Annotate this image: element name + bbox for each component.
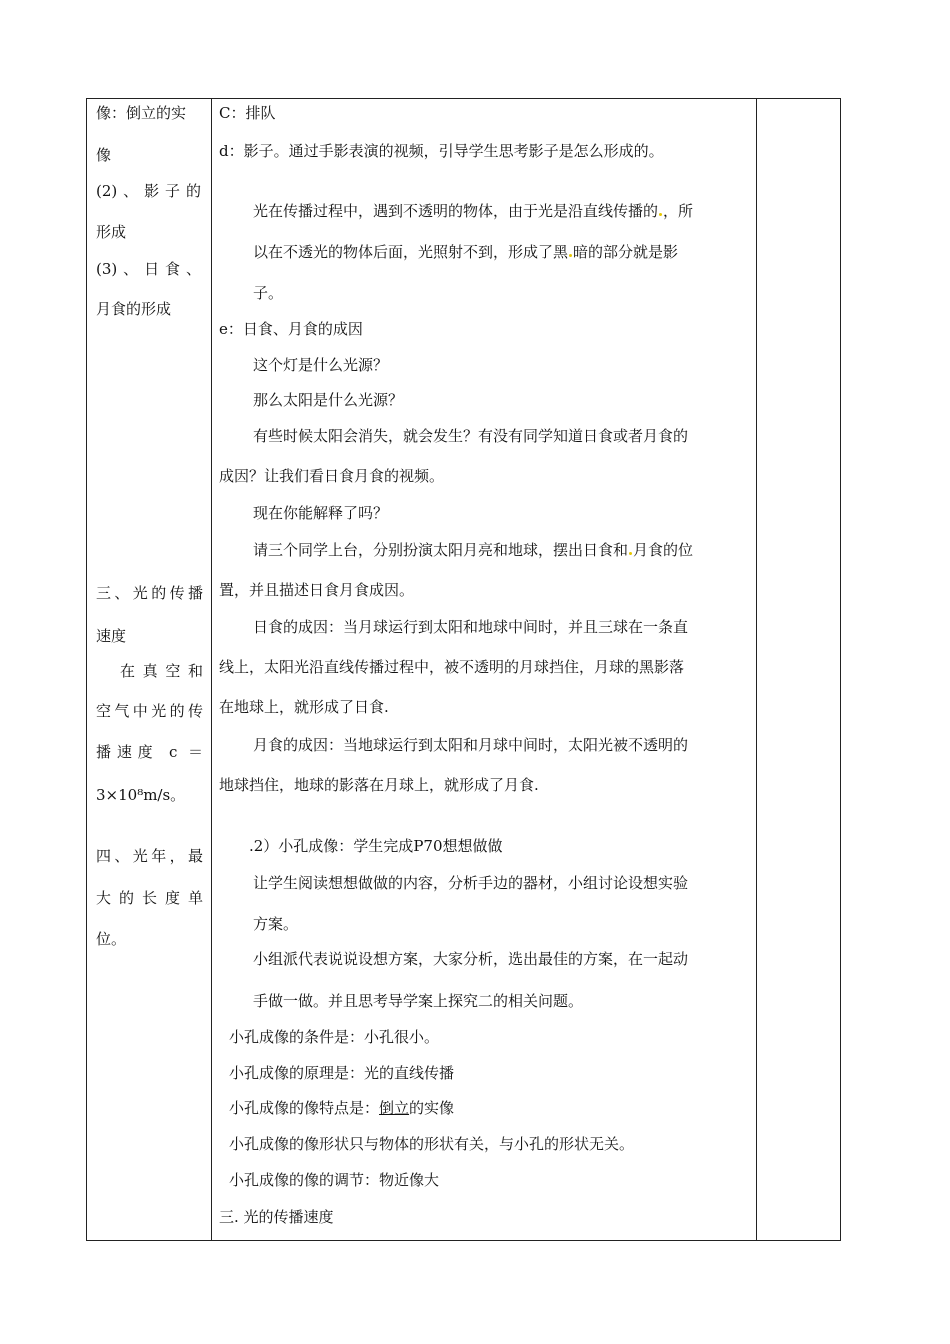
paragraph-line [253,540,693,560]
text-run: 光在传播过程中，遇到不透明的物体，由于光是沿直线传播的 [253,202,659,220]
text-run: 的实像 [409,1099,455,1117]
pinhole-shape: 小孔成像的像形状只与物体的形状有关，与小孔的形状无关。 [229,1135,635,1153]
paragraph-line: 日食的成因：当月球运行到太阳和地球中间时，并且三球在一条直 [253,618,689,636]
paragraph-line: 成因？让我们看日食月食的视频。 [219,467,445,485]
paragraph-line: 在地球上，就形成了日食. [219,698,389,716]
outline-text: 播速度 c ＝ [96,743,203,761]
highlight-dot [569,254,572,257]
question: 现在你能解释了吗？ [253,504,389,522]
outline-text: 在真空和 [120,662,203,680]
outline-text: 大的长度单 [96,889,203,907]
paragraph-line: 让学生阅读想想做做的内容，分析手边的器材，小组讨论设想实验 [253,874,689,892]
section-heading: 三、光的传播 [96,584,203,602]
paragraph-line: 有些时候太阳会消失，就会发生？有没有同学知道日食或者月食的 [253,427,689,445]
section-three-heading: 三. 光的传播速度 [219,1208,334,1226]
text-run: ，所 [663,202,694,220]
paragraph-line: 子。 [253,284,284,302]
paragraph-line [253,242,678,262]
text-run: 小孔成像的像特点是： [229,1099,380,1117]
pinhole-adjust: 小孔成像的像的调节：物近像大 [229,1171,440,1189]
column-divider [756,99,757,1240]
paragraph-line: 方案。 [253,915,299,933]
step-d: d：影子。通过手影表演的视频，引导学生思考影子是怎么形成的。 [219,142,664,160]
text-run: 以在不透光的物体后面，光照射不到，形成了黑 [253,243,569,261]
highlight-dot [629,552,632,555]
paragraph-line: 置，并且描述日食月食成因。 [219,581,415,599]
text-run: 月食的位 [633,541,694,559]
outline-text: 3×10⁸m/s。 [96,786,186,804]
outline-text: (3)、日食、 [96,260,201,278]
question: 那么太阳是什么光源？ [253,391,404,409]
underlined-text: 倒立 [379,1099,410,1117]
pinhole-condition: 小孔成像的条件是：小孔很小。 [229,1028,440,1046]
paragraph-line [253,201,693,221]
outline-text: 像：倒立的实 [96,104,187,122]
question: 这个灯是什么光源？ [253,356,389,374]
pinhole-feature [229,1098,454,1118]
pinhole-principle: 小孔成像的原理是：光的直线传播 [229,1064,455,1082]
paragraph-line: 月食的成因：当地球运行到太阳和月球中间时，太阳光被不透明的 [253,736,689,754]
step-pinhole: .2）小孔成像：学生完成P70想想做做 [249,837,503,855]
section-heading: 四、光年，最 [96,847,203,865]
outline-text: (2)、影子的 [96,182,201,200]
section-heading: 速度 [96,627,127,645]
outline-text: 月食的形成 [96,300,172,318]
outline-text: 形成 [96,223,127,241]
column-divider [211,99,212,1240]
outline-text: 位。 [96,930,127,948]
paragraph-line: 手做一做。并且思考导学案上探究二的相关问题。 [253,992,584,1010]
paragraph-line: 地球挡住，地球的影落在月球上，就形成了月食. [219,776,539,794]
outline-text: 像 [96,146,112,164]
outline-text: 空气中光的传 [96,702,203,720]
step-c: C：排队 [219,104,276,122]
lesson-table [86,98,841,1241]
step-e: e：日食、月食的成因 [219,320,363,338]
text-run: 暗的部分就是影 [573,243,679,261]
text-run: 请三个同学上台，分别扮演太阳月亮和地球，摆出日食和 [253,541,629,559]
highlight-dot [659,213,662,216]
paragraph-line: 线上，太阳光沿直线传播过程中，被不透明的月球挡住，月球的黑影落 [219,658,685,676]
paragraph-line: 小组派代表说说设想方案，大家分析，选出最佳的方案，在一起动 [253,950,689,968]
